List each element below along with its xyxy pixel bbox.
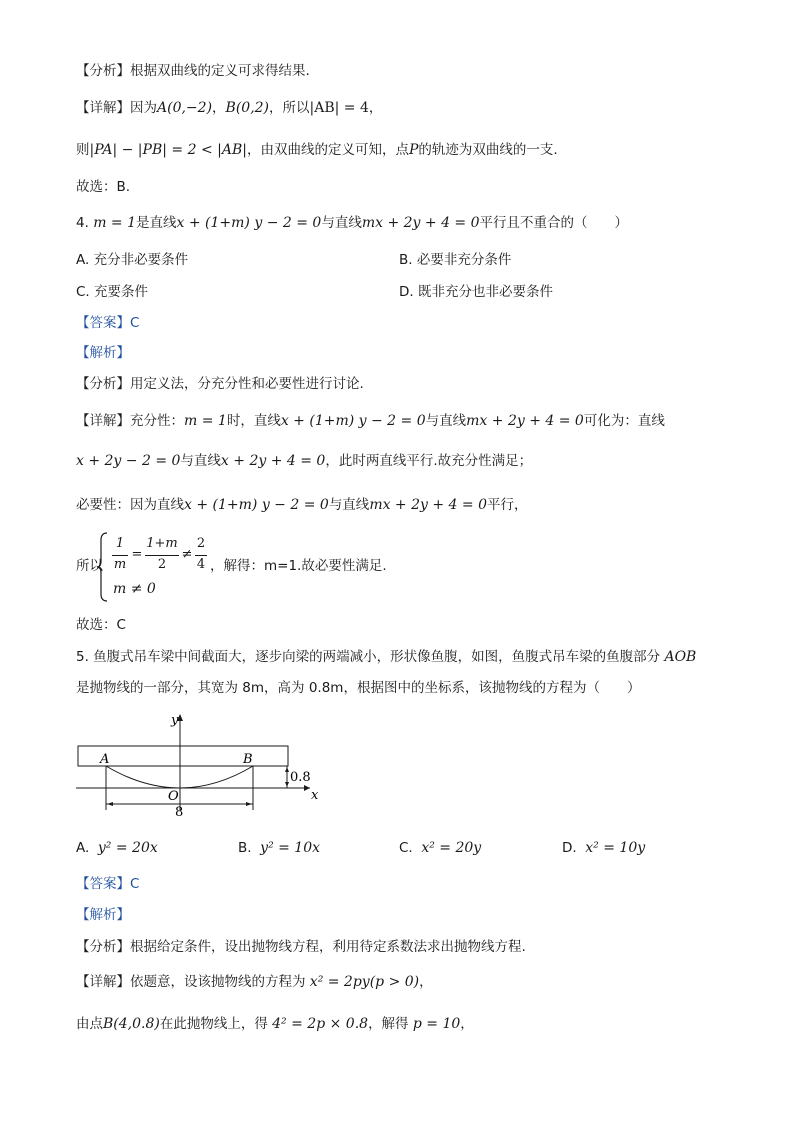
q4-frac2-bar [145, 555, 179, 556]
q4-frac3-den: 4 [196, 557, 206, 572]
q4-frac2-den: 2 [157, 557, 167, 572]
q4-detail-2: x + 2y − 2 = 0与直线x + 2y + 4 = 0，此时两直线平行.故充分性满足； [76, 453, 533, 469]
q5-jiexi: 【解析】 [76, 907, 130, 923]
q3-choice: 故选：B. [76, 179, 131, 195]
q4-option-a: A. 充分非必要条件 [76, 252, 189, 268]
q5-option-b: B. y² = 10x [238, 840, 321, 856]
q4-detail-1: 【详解】充分性：m = 1时，直线x + (1+m) y − 2 = 0与直线mx + 2y + 4 = 0可化为：直线 [76, 413, 665, 429]
q5-option-c: C. x² = 20y [399, 840, 482, 856]
point-b-label: B [243, 752, 253, 767]
q5-answer: 【答案】C [76, 876, 140, 892]
width-arrow-left [107, 802, 113, 806]
height-arrow-top [285, 767, 289, 772]
q4-choice: 故选：C [76, 617, 126, 633]
q5-detail-2: 由点B(4,0.8)在此抛物线上，得 4² = 2p × 0.8，解得 p = 10， [76, 1016, 474, 1032]
q4-option-b: B. 必要非充分条件 [399, 252, 512, 268]
q4-sys-post: ，解得：m=1.故必要性满足. [210, 558, 387, 574]
q4-system-brace [96, 532, 108, 602]
beam-rect [78, 746, 288, 766]
q4-frac1-bar [112, 555, 128, 556]
q4-jiexi: 【解析】 [76, 345, 130, 361]
q4-frac2-num: 1+m [146, 536, 178, 551]
q5-option-a: A. y² = 20x [76, 840, 158, 856]
q4-system-prefix: 所以 [76, 558, 103, 574]
height-arrow-bottom [285, 782, 289, 787]
q4-frac3-bar [195, 555, 207, 556]
q4-stem: 4. m = 1是直线x + (1+m) y − 2 = 0与直线mx + 2y + 4 = 0平行且不重合的（ ） [76, 215, 629, 231]
height-label: 0.8 [290, 770, 311, 785]
width-arrow-right [246, 802, 252, 806]
q5-option-d: D. x² = 10y [562, 840, 646, 856]
x-axis-label: x [311, 788, 319, 803]
origin-label: O [168, 789, 179, 804]
width-label: 8 [175, 805, 184, 820]
q4-frac1-den: m [113, 557, 127, 572]
q4-option-d: D. 既非充分也非必要条件 [399, 284, 553, 300]
q3-analysis: 【分析】根据双曲线的定义可求得结果. [76, 63, 310, 79]
q3-detail-line2: 则|PA| − |PB| = 2 < |AB|，由双曲线的定义可知，点P的轨迹为双曲线的一支. [76, 142, 558, 158]
q4-answer: 【答案】C [76, 315, 140, 331]
q4-frac3-num: 2 [196, 536, 206, 551]
q5-analysis: 【分析】根据给定条件，设出抛物线方程，利用待定系数法求出抛物线方程. [76, 939, 526, 955]
q3-detail: 【详解】因为A(0,−2)，B(0,2)，所以|AB| = 4， [76, 100, 383, 116]
y-axis-label: y [171, 713, 179, 728]
q4-analysis: 【分析】用定义法，分充分性和必要性进行讨论. [76, 376, 364, 392]
q4-sys-eq: = [131, 547, 143, 562]
q4-sys-ne: ≠ [181, 547, 193, 562]
q5-stem-1: 5. 鱼腹式吊车梁中间截面大，逐步向梁的两端减小，形状像鱼腹，如图，鱼腹式吊车梁的鱼腹部分 AOB [76, 649, 697, 665]
q4-sys-row2: m ≠ 0 [113, 581, 156, 597]
q5-stem-2: 是抛物线的一部分，其宽为 8m，高为 0.8m，根据图中的坐标系，该抛物线的方程为（ ） [76, 680, 641, 696]
q4-detail-3: 必要性：因为直线x + (1+m) y − 2 = 0与直线mx + 2y + 4 = 0平行， [76, 497, 528, 513]
q4-frac1-num: 1 [115, 536, 125, 551]
point-a-label: A [100, 752, 110, 767]
q5-detail-1: 【详解】依题意，设该抛物线的方程为 x² = 2py(p > 0)， [76, 974, 433, 990]
beam-figure [70, 710, 330, 820]
q4-option-c: C. 充要条件 [76, 284, 149, 300]
x-axis-arrow [304, 785, 310, 791]
